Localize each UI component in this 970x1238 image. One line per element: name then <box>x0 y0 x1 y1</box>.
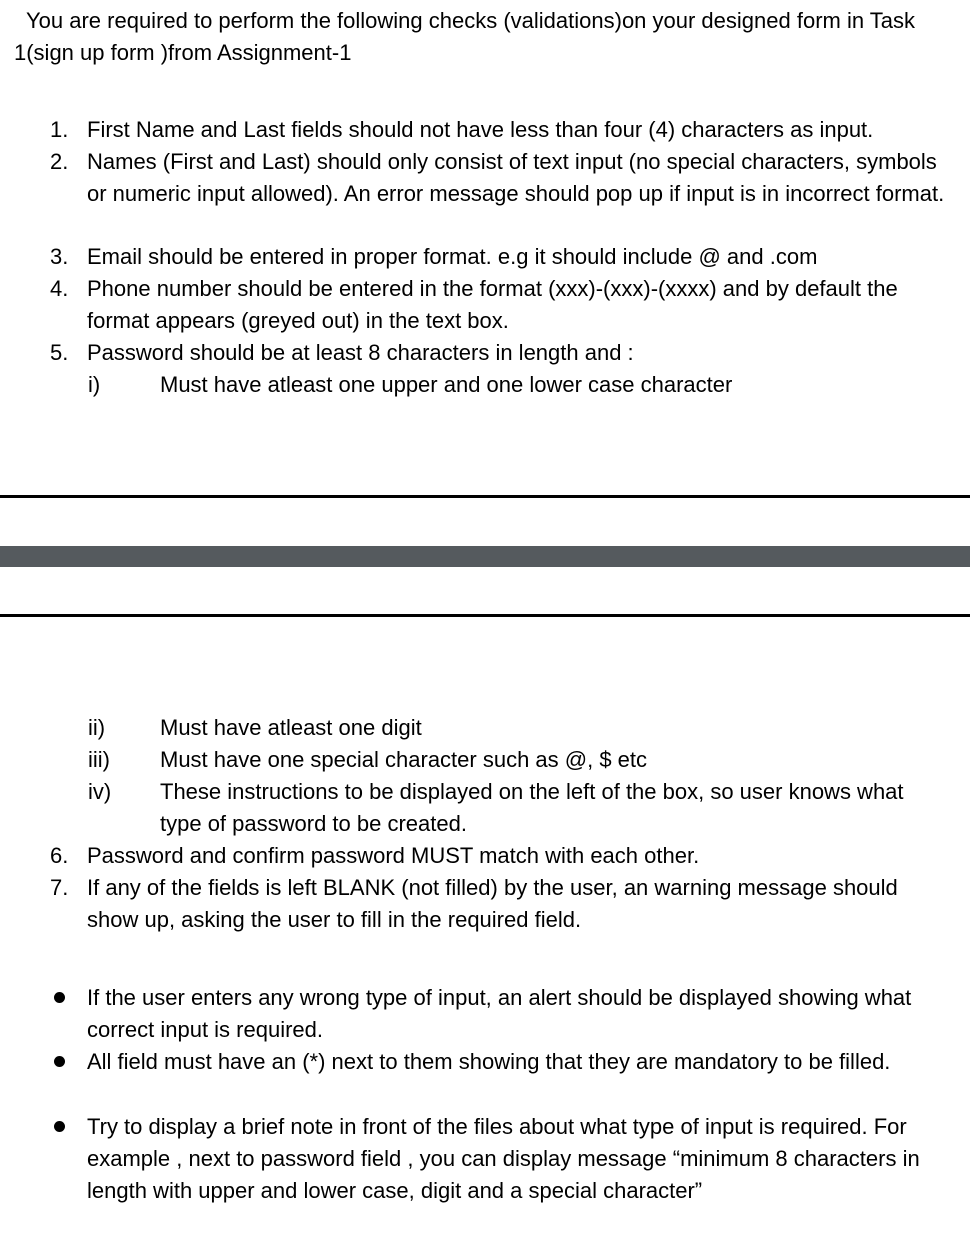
list-text: Names (First and Last) should only consist of text input (no special characters, symbols or numeric input allowed). An error message should pop up if input is in incorrect format. <box>87 149 945 206</box>
bullet-icon <box>50 1111 87 1206</box>
list-item <box>50 114 950 146</box>
sub-list-item <box>88 744 948 776</box>
page-top-rule <box>0 614 970 617</box>
bullet-item <box>50 982 950 1046</box>
list-item <box>50 840 950 872</box>
bullet-text: Try to display a brief note in front of the files about what type of input is required. For example , next to password field , you can display message “minimum 8 characters in length with upper and lower case, digit and a special character” <box>87 1114 920 1203</box>
list-item <box>50 337 950 369</box>
list-item <box>50 872 950 936</box>
bullet-icon <box>50 982 87 1046</box>
page-break-bar <box>0 546 970 567</box>
list-text: Password should be at least 8 characters in length and : <box>87 340 634 365</box>
list-item <box>50 241 950 273</box>
bullet-item <box>50 1111 950 1206</box>
bullet-text: All field must have an (*) next to them showing that they are mandatory to be filled. <box>87 1049 891 1074</box>
list-number: 1. <box>50 117 69 142</box>
sub-list-item <box>88 712 948 744</box>
sub-list-text: Must have atleast one digit <box>160 715 422 740</box>
sub-list-number: iii) <box>88 747 110 772</box>
list-number: 7. <box>50 875 69 900</box>
sub-list-number: iv) <box>88 779 112 804</box>
sub-list-number: ii) <box>88 715 106 740</box>
list-number: 4. <box>50 276 69 301</box>
sub-list-text: Must have one special character such as @, $ etc <box>160 747 648 772</box>
list-number: 3. <box>50 244 69 269</box>
intro-paragraph: You are required to perform the following checks (validations)on your designed form in Task 1(sign up form )from Assignment-1 <box>14 8 916 65</box>
list-number: 5. <box>50 340 69 365</box>
list-text: First Name and Last fields should not have less than four (4) characters as input. <box>87 117 874 142</box>
sub-list-text: Must have atleast one upper and one lower case character <box>160 372 733 397</box>
sub-list-item <box>88 776 948 840</box>
list-text: Password and confirm password MUST match with each other. <box>87 843 700 868</box>
page-bottom-rule <box>0 495 970 498</box>
list-item <box>50 273 950 337</box>
bullet-icon <box>50 1046 87 1078</box>
list-text: Phone number should be entered in the format (xxx)-(xxx)-(xxxx) and by default the format appears (greyed out) in the text box. <box>87 276 898 333</box>
bullet-text: If the user enters any wrong type of input, an alert should be displayed showing what correct input is required. <box>87 985 912 1042</box>
list-item <box>50 146 950 210</box>
sub-list-text: These instructions to be displayed on the left of the box, so user knows what type of password to be created. <box>160 779 904 836</box>
bullet-item <box>50 1046 950 1078</box>
sub-list-number: i) <box>88 372 101 397</box>
sub-list-item <box>88 369 948 401</box>
list-number: 2. <box>50 149 69 174</box>
list-text: Email should be entered in proper format. e.g it should include @ and .com <box>87 244 818 269</box>
list-number: 6. <box>50 843 69 868</box>
list-text: If any of the fields is left BLANK (not filled) by the user, an warning message should show up, asking the user to fill in the required field. <box>87 875 898 932</box>
